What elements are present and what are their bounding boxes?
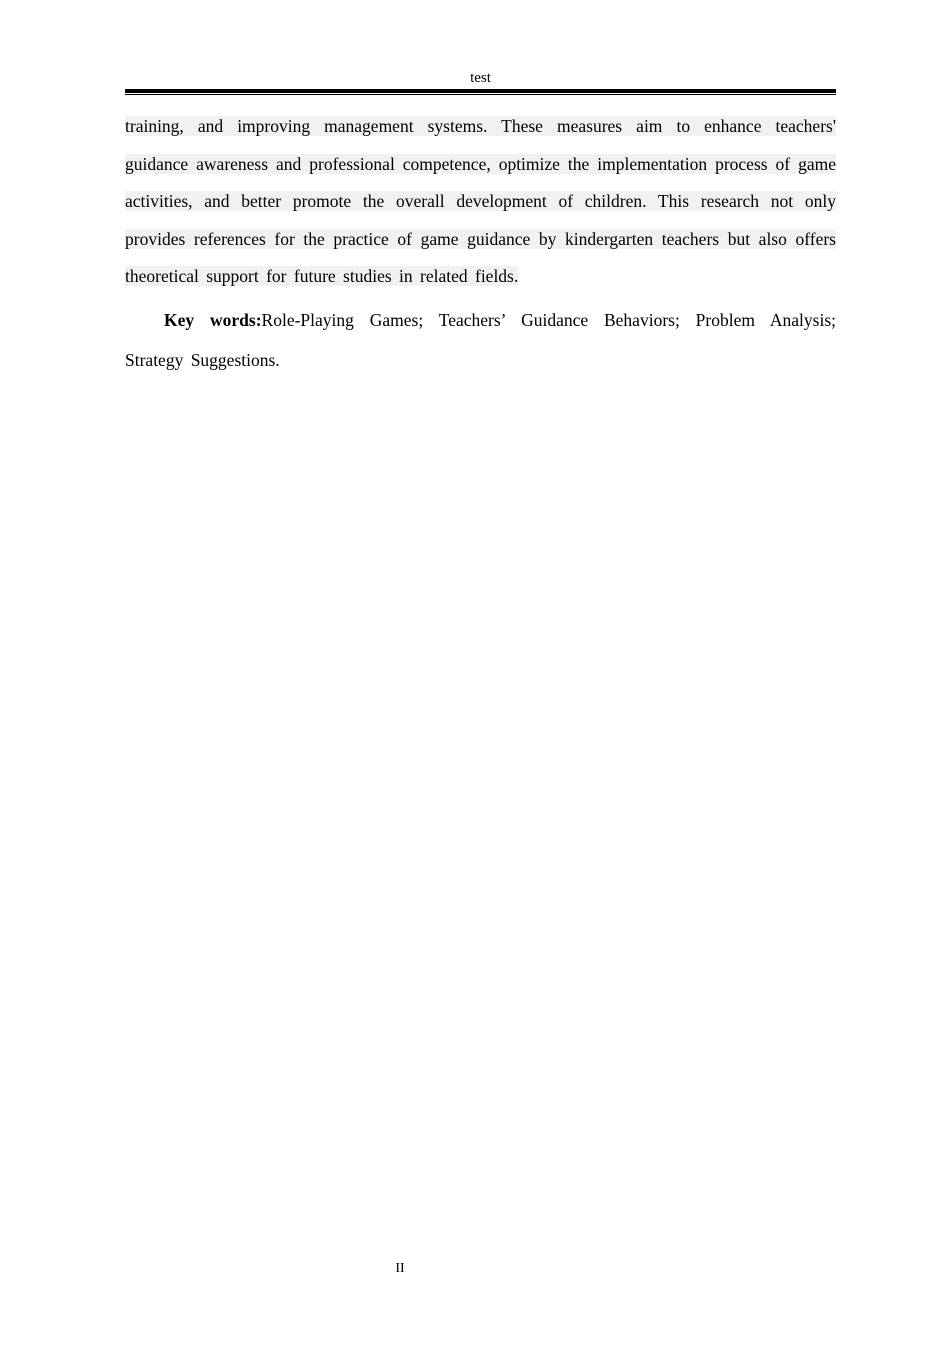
keywords-paragraph [125, 300, 836, 380]
document-body [125, 108, 836, 380]
header-rule-thick [125, 89, 836, 93]
page-number-text: II [395, 1261, 405, 1276]
keywords-label: Key words: [164, 309, 262, 330]
header-title: test [470, 70, 491, 86]
keywords-text: Role-Playing Games; Teachers’ Guidance Behaviors; Problem Analysis; Strategy Suggestions. [125, 309, 836, 370]
abstract-text: training, and improving management systems. These measures aim to enhance teachers' guidance awareness and professional competence, optimize the implementation process of game activities, and better promote the overall development of children. This research not only provides references for the practice of game guidance by kindergarten teachers but also offers theoretical support for future studies in related fields. [125, 116, 836, 286]
abstract-paragraph [125, 108, 836, 296]
page-number [350, 1260, 450, 1278]
page-header [125, 68, 836, 88]
header-rule-thin [125, 94, 836, 95]
header-double-rule [125, 89, 836, 97]
